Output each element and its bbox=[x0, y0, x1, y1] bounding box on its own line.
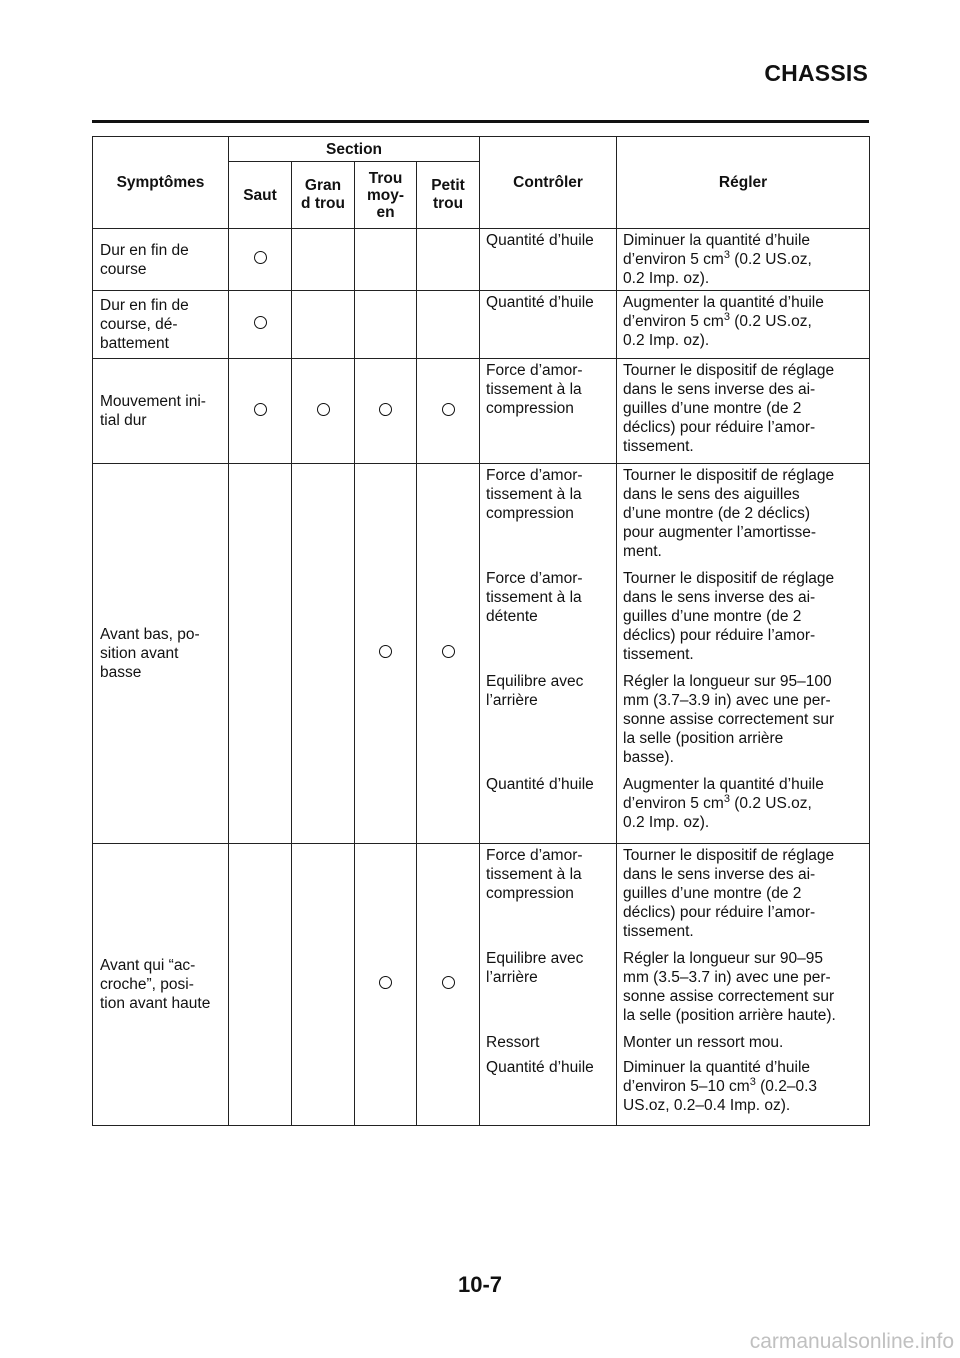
control-cell bbox=[480, 464, 617, 844]
mark-cell-trou-moyen bbox=[355, 229, 417, 291]
control-text: Equilibre avec l’arrière bbox=[486, 950, 584, 986]
mark-cell-saut bbox=[229, 229, 292, 291]
mark-cell-grand-trou bbox=[292, 464, 355, 844]
circle-icon bbox=[379, 403, 392, 416]
mark-cell-grand-trou bbox=[292, 229, 355, 291]
adjust-entry bbox=[617, 359, 869, 458]
control-text: Quantité d’huile bbox=[486, 232, 594, 249]
control-entry bbox=[480, 947, 616, 1031]
adjust-entry bbox=[617, 844, 869, 947]
adjust-superscript: 3 bbox=[723, 310, 730, 323]
mark-cell-saut bbox=[229, 359, 292, 464]
control-cell bbox=[480, 229, 617, 291]
control-entry bbox=[480, 567, 616, 670]
control-entry bbox=[480, 1031, 616, 1056]
adjust-text: Régler la longueur sur 95–100 mm (3.7–3.9 in) avec une per- sonne assise correctement sur la selle (position arrière basse). bbox=[623, 673, 835, 766]
adjust-entry bbox=[617, 464, 869, 567]
mark-cell-trou-moyen bbox=[355, 464, 417, 844]
symptom-text: Avant bas, po- sition avant basse bbox=[100, 626, 200, 681]
mark-cell-saut bbox=[229, 291, 292, 359]
circle-icon bbox=[254, 316, 267, 329]
control-text: Equilibre avec l’arrière bbox=[486, 673, 584, 709]
adjust-superscript: 3 bbox=[749, 1075, 756, 1088]
header-controler: Contrôler bbox=[480, 137, 617, 229]
adjust-text: Tourner le dispositif de réglage dans le sens inverse des ai- guilles d’une montre (de 2 déclics) pour réduire l’amor- tissement. bbox=[623, 847, 835, 940]
header-grand-trou: Gran d trou bbox=[292, 162, 355, 229]
adjust-cell bbox=[617, 229, 870, 291]
circle-icon bbox=[379, 645, 392, 658]
adjust-cell bbox=[617, 359, 870, 464]
symptom-text: Dur en fin de course, dé- battement bbox=[100, 297, 189, 352]
control-text: Force d’amor- tissement à la compression bbox=[486, 847, 583, 902]
mark-cell-petit-trou bbox=[417, 291, 480, 359]
header-saut: Saut bbox=[229, 162, 292, 229]
control-entry bbox=[480, 359, 616, 458]
symptom-text: Dur en fin de course bbox=[100, 241, 189, 278]
circle-icon bbox=[442, 403, 455, 416]
adjust-text-post: (0.2–0.3 US.oz, 0.2–0.4 Imp. oz). bbox=[623, 1078, 818, 1114]
table-row bbox=[93, 229, 870, 291]
adjust-superscript: 3 bbox=[723, 248, 730, 261]
header-regler: Régler bbox=[617, 137, 870, 229]
adjust-text: Tourner le dispositif de réglage dans le sens inverse des ai- guilles d’une montre (de 2 déclics) pour réduire l’amor- tissement. bbox=[623, 570, 835, 663]
control-entry bbox=[480, 464, 616, 567]
control-entry bbox=[480, 773, 616, 834]
control-cell bbox=[480, 291, 617, 359]
adjust-entry bbox=[617, 567, 869, 670]
control-entry bbox=[480, 670, 616, 773]
adjust-text-post: (0.2 US.oz, 0.2 Imp. oz). bbox=[623, 251, 812, 287]
adjust-entry bbox=[617, 1031, 869, 1056]
mark-cell-trou-moyen bbox=[355, 359, 417, 464]
circle-icon bbox=[442, 976, 455, 989]
control-cell bbox=[480, 359, 617, 464]
adjust-cell bbox=[617, 464, 870, 844]
circle-icon bbox=[379, 976, 392, 989]
mark-cell-petit-trou bbox=[417, 844, 480, 1126]
adjust-text-post: (0.2 US.oz, 0.2 Imp. oz). bbox=[623, 313, 812, 349]
symptom-cell bbox=[93, 359, 229, 464]
control-text: Quantité d’huile bbox=[486, 776, 594, 793]
adjust-text-pre: Augmenter la quantité d’huile d’environ 5 cm bbox=[623, 776, 824, 812]
adjust-entry bbox=[617, 229, 869, 290]
adjust-entry bbox=[617, 670, 869, 773]
control-cell bbox=[480, 844, 617, 1126]
adjust-entry bbox=[617, 773, 869, 834]
mark-cell-trou-moyen bbox=[355, 291, 417, 359]
symptom-text: Avant qui “ac- croche”, posi- tion avant haute bbox=[100, 957, 211, 1012]
header-section: Section bbox=[229, 137, 480, 162]
symptom-cell bbox=[93, 464, 229, 844]
adjust-text-post: (0.2 US.oz, 0.2 Imp. oz). bbox=[623, 795, 812, 831]
adjust-text-pre: Augmenter la quantité d’huile d’environ 5 cm bbox=[623, 294, 824, 330]
control-text: Ressort bbox=[486, 1034, 540, 1051]
circle-icon bbox=[442, 645, 455, 658]
symptom-cell bbox=[93, 291, 229, 359]
mark-cell-grand-trou bbox=[292, 359, 355, 464]
adjust-superscript: 3 bbox=[723, 792, 730, 805]
adjust-entry bbox=[617, 1056, 869, 1117]
mark-cell-petit-trou bbox=[417, 464, 480, 844]
table-row bbox=[93, 464, 870, 844]
adjustment-table bbox=[92, 136, 870, 1126]
symptom-cell bbox=[93, 229, 229, 291]
control-entry bbox=[480, 291, 616, 352]
control-entry bbox=[480, 1056, 616, 1117]
control-text: Quantité d’huile bbox=[486, 1059, 594, 1076]
control-text: Force d’amor- tissement à la compression bbox=[486, 362, 583, 417]
control-text: Force d’amor- tissement à la compression bbox=[486, 467, 583, 522]
circle-icon bbox=[254, 403, 267, 416]
adjust-text: Monter un ressort mou. bbox=[623, 1034, 784, 1051]
mark-cell-saut bbox=[229, 844, 292, 1126]
mark-cell-grand-trou bbox=[292, 291, 355, 359]
adjust-entry bbox=[617, 947, 869, 1031]
table-row bbox=[93, 291, 870, 359]
header-trou-moyen: Trou moy- en bbox=[355, 162, 417, 229]
header-symptoms: Symptômes bbox=[93, 137, 229, 229]
adjust-text: Régler la longueur sur 90–95 mm (3.5–3.7 in) avec une per- sonne assise correctement sur la selle (position arrière haute). bbox=[623, 950, 836, 1024]
page-title: CHASSIS bbox=[764, 60, 868, 86]
table-row bbox=[93, 844, 870, 1126]
adjust-cell bbox=[617, 291, 870, 359]
adjust-entry bbox=[617, 291, 869, 352]
adjust-text-pre: Diminuer la quantité d’huile d’environ 5 cm bbox=[623, 232, 811, 268]
adjust-text: Tourner le dispositif de réglage dans le sens des aiguilles d’une montre (de 2 déclics) pour augmenter l’amortisse- ment. bbox=[623, 467, 835, 560]
control-entry bbox=[480, 844, 616, 947]
circle-icon bbox=[254, 251, 267, 264]
header-petit-trou: Petit trou bbox=[417, 162, 480, 229]
mark-cell-trou-moyen bbox=[355, 844, 417, 1126]
mark-cell-grand-trou bbox=[292, 844, 355, 1126]
circle-icon bbox=[317, 403, 330, 416]
control-text: Force d’amor- tissement à la détente bbox=[486, 570, 583, 625]
table-row bbox=[93, 359, 870, 464]
header-rule bbox=[92, 120, 869, 123]
mark-cell-petit-trou bbox=[417, 359, 480, 464]
adjust-cell bbox=[617, 844, 870, 1126]
mark-cell-petit-trou bbox=[417, 229, 480, 291]
adjust-text: Tourner le dispositif de réglage dans le sens inverse des ai- guilles d’une montre (de 2 déclics) pour réduire l’amor- tissement. bbox=[623, 362, 835, 455]
control-entry bbox=[480, 229, 616, 290]
watermark: carmanualsonline.info bbox=[749, 1330, 954, 1353]
symptom-cell bbox=[93, 844, 229, 1126]
adjust-text-pre: Diminuer la quantité d’huile d’environ 5–10 cm bbox=[623, 1059, 811, 1095]
mark-cell-saut bbox=[229, 464, 292, 844]
symptom-text: Mouvement ini- tial dur bbox=[100, 393, 206, 429]
control-text: Quantité d’huile bbox=[486, 294, 594, 311]
page-number: 10-7 bbox=[457, 1272, 503, 1297]
